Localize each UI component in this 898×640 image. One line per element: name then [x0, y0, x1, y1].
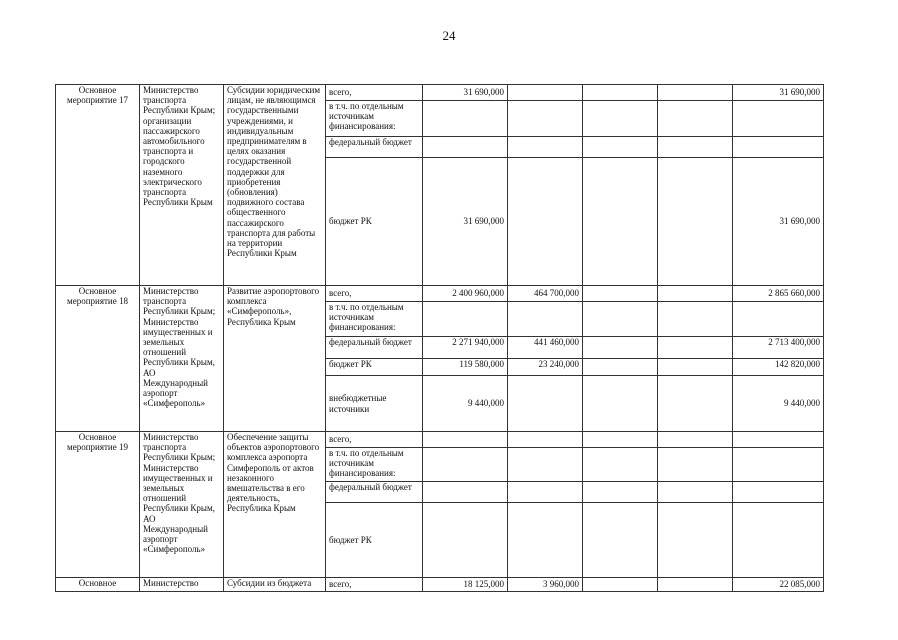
description-cell: Субсидии юридическим лицам, не являющимся государственными учреждениями, и индивидуальным предпринимателям в целях оказания государственной поддержки для приобретения (обновления) подвижного состава общественного пассажирского транспорта для работы на территории Республики Крым — [224, 85, 326, 286]
year-value — [658, 432, 733, 448]
year-value — [583, 503, 658, 578]
year-value — [508, 158, 583, 286]
table-row — [56, 432, 824, 448]
total-value: 2 865 660,000 — [733, 286, 824, 302]
executor-cell: Министерство транспорта Республики Крым; Министерство имущественных и земельных отношений Республики Крым, АО Международный аэропорт «Симферополь» — [140, 286, 224, 432]
year-value — [583, 302, 658, 337]
total-value — [733, 448, 824, 482]
year-value — [583, 482, 658, 503]
year-value — [658, 503, 733, 578]
year-value: 2 400 960,000 — [423, 286, 508, 302]
budget-table — [55, 84, 824, 592]
year-value: 9 440,000 — [423, 376, 508, 432]
table-row — [56, 286, 824, 302]
funding-source-label: в т.ч. по отдельным источникам финансирования: — [326, 448, 423, 482]
total-value — [733, 432, 824, 448]
year-value — [583, 137, 658, 158]
year-value: 464 700,000 — [508, 286, 583, 302]
year-value — [583, 432, 658, 448]
year-value: 31 690,000 — [423, 85, 508, 101]
year-value — [658, 578, 733, 592]
year-value — [583, 337, 658, 359]
year-value — [423, 302, 508, 337]
funding-source-label: бюджет РК — [326, 503, 423, 578]
measure-name: Основное мероприятие 18 — [56, 286, 140, 432]
year-value: 23 240,000 — [508, 359, 583, 376]
measure-name: Основное мероприятие 17 — [56, 85, 140, 286]
table-row — [56, 578, 824, 592]
funding-source-label: всего, — [326, 432, 423, 448]
total-value: 31 690,000 — [733, 158, 824, 286]
measure-name: Основное мероприятие 19 — [56, 432, 140, 578]
year-value — [508, 137, 583, 158]
year-value — [583, 578, 658, 592]
year-value — [508, 376, 583, 432]
year-value: 119 580,000 — [423, 359, 508, 376]
year-value: 441 460,000 — [508, 337, 583, 359]
table-body — [56, 85, 824, 592]
year-value — [508, 448, 583, 482]
table-row — [56, 85, 824, 101]
total-value — [733, 482, 824, 503]
year-value — [658, 448, 733, 482]
total-value: 9 440,000 — [733, 376, 824, 432]
year-value — [423, 448, 508, 482]
total-value — [733, 503, 824, 578]
total-value — [733, 101, 824, 137]
year-value: 3 960,000 — [508, 578, 583, 592]
year-value — [508, 302, 583, 337]
executor-cell: Министерство транспорта Республики Крым; Министерство имущественных и земельных отношений Республики Крым, АО Международный аэропорт «Симферополь» — [140, 432, 224, 578]
funding-source-label: федеральный бюджет — [326, 337, 423, 359]
measure-name: Основное — [56, 578, 140, 592]
year-value — [508, 85, 583, 101]
year-value — [423, 432, 508, 448]
funding-source-label: бюджет РК — [326, 158, 423, 286]
year-value: 31 690,000 — [423, 158, 508, 286]
funding-source-label: федеральный бюджет — [326, 137, 423, 158]
total-value — [733, 137, 824, 158]
year-value — [583, 286, 658, 302]
description-cell: Развитие аэропортового комплекса «Симферополь», Республика Крым — [224, 286, 326, 432]
year-value — [508, 101, 583, 137]
total-value — [733, 302, 824, 337]
funding-source-label: всего, — [326, 286, 423, 302]
year-value — [658, 359, 733, 376]
total-value: 22 085,000 — [733, 578, 824, 592]
year-value — [658, 482, 733, 503]
year-value — [423, 137, 508, 158]
year-value — [583, 85, 658, 101]
description-cell: Обеспечение защиты объектов аэропортового комплекса аэропорта Симферополь от актов незаконного вмешательства в его деятельность, Республика Крым — [224, 432, 326, 578]
year-value — [423, 482, 508, 503]
year-value — [423, 101, 508, 137]
year-value — [583, 101, 658, 137]
year-value — [583, 359, 658, 376]
year-value — [423, 503, 508, 578]
page-number: 24 — [442, 28, 456, 43]
year-value — [508, 482, 583, 503]
year-value — [658, 85, 733, 101]
year-value — [658, 286, 733, 302]
funding-source-label: федеральный бюджет — [326, 482, 423, 503]
funding-source-label: всего, — [326, 578, 423, 592]
year-value: 2 271 940,000 — [423, 337, 508, 359]
year-value — [583, 376, 658, 432]
year-value — [658, 337, 733, 359]
year-value — [658, 158, 733, 286]
year-value — [508, 432, 583, 448]
total-value: 2 713 400,000 — [733, 337, 824, 359]
executor-cell: Министерство — [140, 578, 224, 592]
year-value — [658, 302, 733, 337]
funding-source-label: в т.ч. по отдельным источникам финансирования: — [326, 302, 423, 337]
year-value — [583, 158, 658, 286]
year-value — [658, 101, 733, 137]
year-value — [658, 376, 733, 432]
executor-cell: Министерство транспорта Республики Крым; организации пассажирского автомобильного транспорта и городского наземного электрического транспорта Республики Крым — [140, 85, 224, 286]
year-value — [508, 503, 583, 578]
description-cell: Субсидии из бюджета — [224, 578, 326, 592]
funding-source-label: в т.ч. по отдельным источникам финансирования: — [326, 101, 423, 137]
total-value: 142 820,000 — [733, 359, 824, 376]
year-value — [658, 137, 733, 158]
year-value — [583, 448, 658, 482]
funding-source-label: внебюджетные источники — [326, 376, 423, 432]
funding-source-label: всего, — [326, 85, 423, 101]
total-value: 31 690,000 — [733, 85, 824, 101]
funding-source-label: бюджет РК — [326, 359, 423, 376]
year-value: 18 125,000 — [423, 578, 508, 592]
